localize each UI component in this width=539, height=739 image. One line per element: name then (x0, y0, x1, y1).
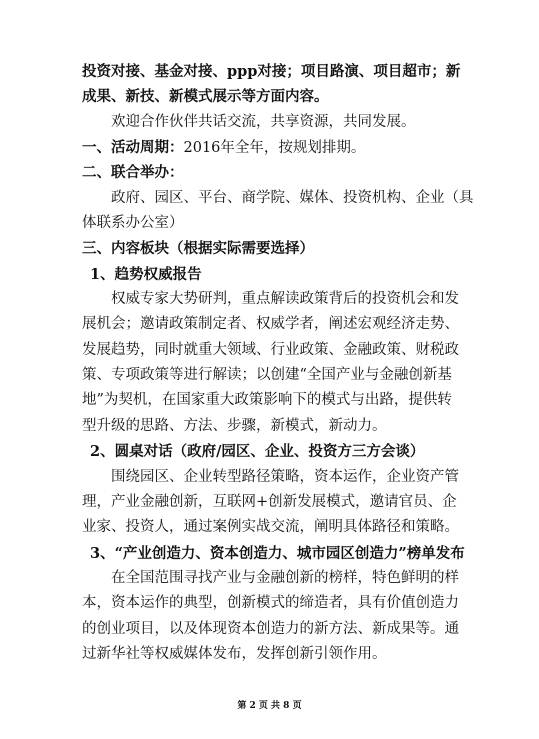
welcome-text: 欢迎合作伙伴共话交流，共享资源，共同发展。 (111, 113, 416, 130)
module-text-line: 理，产业金融创新，互联网+创新发展模式，邀请官员、企 (82, 493, 457, 510)
module-text-line: 权威专家大势研判，重点解读政策背后的投资机会和发 (111, 291, 459, 308)
co-organizers-heading: 二、联合举办： (82, 164, 184, 182)
activity-period-heading: 一、活动周期： (82, 139, 184, 157)
activity-period-text: 2016年全年，按规划排期。 (183, 140, 366, 157)
module-text-line: 业家、投资人，通过案例实战交流，阐明具体路径和策略。 (82, 519, 459, 536)
module-text-line: 型升级的思路、方法、步骤，新模式，新动力。 (82, 417, 387, 434)
module-text-line: 过新华社等权威媒体发布，发挥创新引领作用。 (82, 645, 387, 662)
module-text-line: 发展趋势，同时就重大领域、行业政策、金融政策、财税政 (82, 341, 459, 358)
page-footer (0, 699, 539, 713)
intro-line: 投资对接、基金对接、ppp对接；项目路演、项目超市；新 (82, 63, 461, 80)
module-text-line: 的创业项目，以及体现资本创造力的新方法、新成果等。通 (82, 620, 459, 637)
activity-period (82, 135, 522, 160)
module-text-line: 本，资本运作的典型，创新模式的缔造者，具有价值创造力 (82, 595, 459, 612)
module-text-line: 展机会；邀请政策制定者、权威学者，阐述宏观经济走势、 (82, 316, 459, 333)
co-organizers-line: 政府、园区、平台、商学院、媒体、投资机构、企业（具 (111, 189, 474, 206)
content-modules-heading: 三、内容板块（根据实际需要选择） (82, 240, 314, 258)
module-text-line: 地”为契机，在国家重大政策影响下的模式与出路，提供转 (82, 392, 452, 409)
co-organizers-line: 体联系办公室） (82, 215, 184, 232)
module-text-line: 围绕园区、企业转型路径策略，资本运作，企业资产管 (111, 468, 459, 485)
module-text-line: 策、专项政策等进行解读；以创建“全国产业与金融创新基 (82, 367, 452, 384)
module-text-line: 在全国范围寻找产业与金融创新的榜样，特色鲜明的样 (111, 569, 459, 586)
module-title-ranking-release: 3、“产业创造力、资本创造力、城市园区创造力”榜单发布 (90, 544, 465, 562)
module-title-roundtable: 2、圆桌对话（政府/园区、企业、投资方三方会谈） (90, 443, 425, 461)
page-indicator: 第 2 页 共 8 页 (237, 701, 302, 711)
document-body (82, 59, 522, 667)
intro-line: 成果、新技、新模式展示等方面内容。 (82, 88, 329, 106)
module-title-trend-report: 1、趋势权威报告 (90, 265, 202, 283)
